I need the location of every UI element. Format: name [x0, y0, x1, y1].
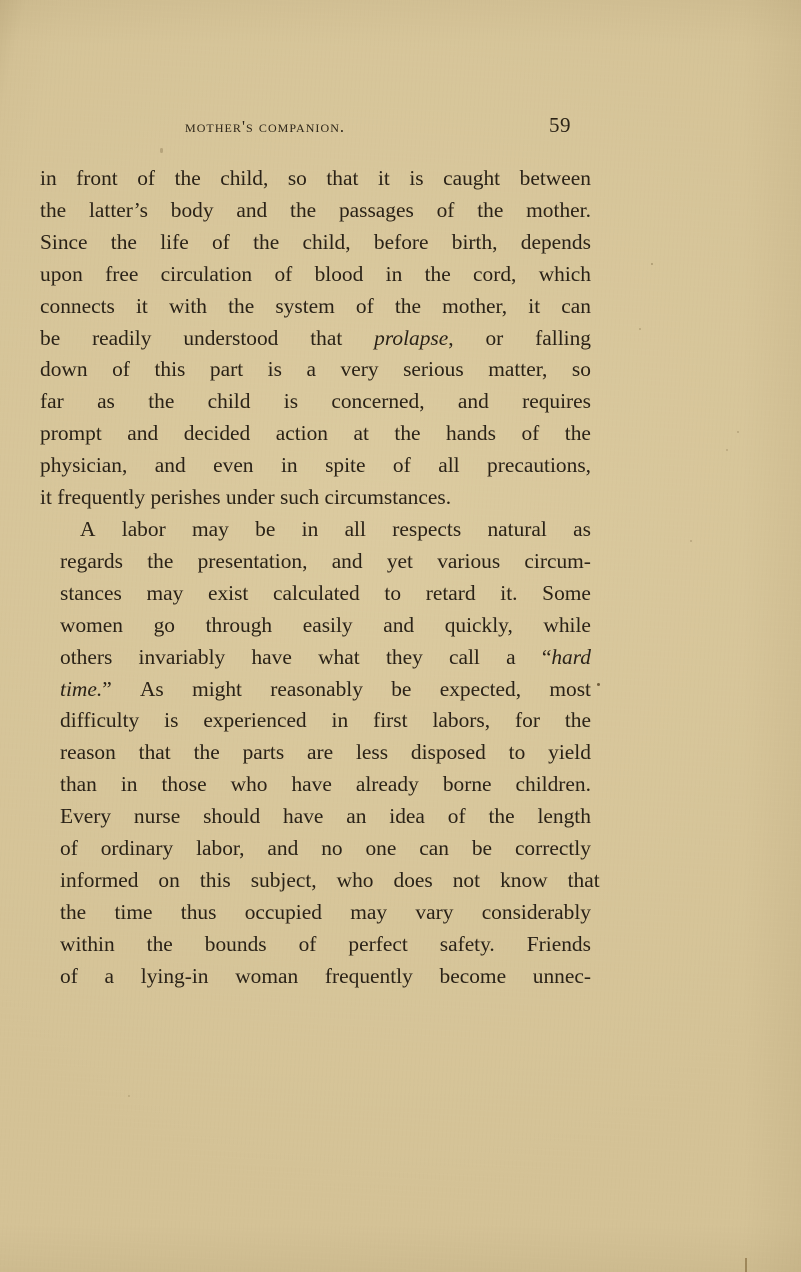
running-head — [185, 113, 577, 138]
italic-term: time. — [60, 676, 103, 701]
text-line: difficulty is experienced in first labors, for the — [60, 708, 591, 733]
text-line: prompt and decided action at the hands of the — [40, 421, 591, 446]
text-line: down of this part is a very serious matter, so — [40, 357, 591, 382]
text-line: others invariably have what they call a “hard — [60, 644, 591, 669]
text-line: reason that the parts are less disposed to yield — [60, 740, 591, 765]
text-line: stances may exist calculated to retard it. Some — [60, 580, 591, 605]
text-line: informed on this subject, who does not know that — [60, 867, 600, 892]
running-head-title: mother's companion. — [185, 117, 346, 136]
text-line: connects it with the system of the mother, it can — [40, 293, 591, 318]
paper-speck — [737, 431, 739, 433]
text-line: Every nurse should have an idea of the length — [60, 804, 591, 829]
paragraph — [40, 163, 591, 514]
text-line: the time thus occupied may vary considerably — [60, 899, 591, 924]
paper-speck — [690, 540, 692, 542]
text-line: far as the child is concerned, and requires — [40, 389, 591, 414]
paper-speck — [651, 263, 653, 265]
paper-speck — [726, 449, 728, 451]
text-line: Since the life of the child, before birth, depends — [40, 229, 591, 254]
page-number: 59 — [549, 113, 571, 137]
text-line: upon free circulation of blood in the cord, which — [40, 261, 591, 286]
page-text-block — [40, 163, 600, 993]
text-line: within the bounds of perfect safety. Friends — [60, 931, 591, 956]
text-line: physician, and even in spite of all precautions, — [40, 453, 591, 478]
paper-speck — [128, 1095, 130, 1097]
text-line: time.” As might reasonably be expected, most — [60, 676, 591, 701]
text-line: be readily understood that prolapse, or falling — [40, 325, 591, 350]
text-line: A labor may be in all respects natural as — [80, 516, 591, 541]
text-line: it frequently perishes under such circumstances. — [40, 485, 452, 510]
paper-speck — [639, 328, 641, 330]
text-line: regards the presentation, and yet various circum- — [60, 548, 591, 573]
paragraph — [40, 514, 600, 993]
page-edge-mark — [745, 1258, 747, 1272]
italic-term: prolapse — [374, 325, 449, 350]
paper-speck — [160, 148, 163, 153]
italic-term: hard — [551, 644, 591, 669]
text-line: in front of the child, so that it is caught between — [40, 166, 591, 190]
text-line: the latter’s body and the passages of the mother. — [40, 197, 591, 222]
text-line: than in those who have already borne children. — [60, 772, 591, 797]
margin-ink-speck — [597, 683, 600, 686]
text-line: of ordinary labor, and no one can be correctly — [60, 836, 591, 861]
text-line: of a lying-in woman frequently become unnec- — [60, 963, 591, 988]
text-line: women go through easily and quickly, while — [60, 612, 591, 637]
